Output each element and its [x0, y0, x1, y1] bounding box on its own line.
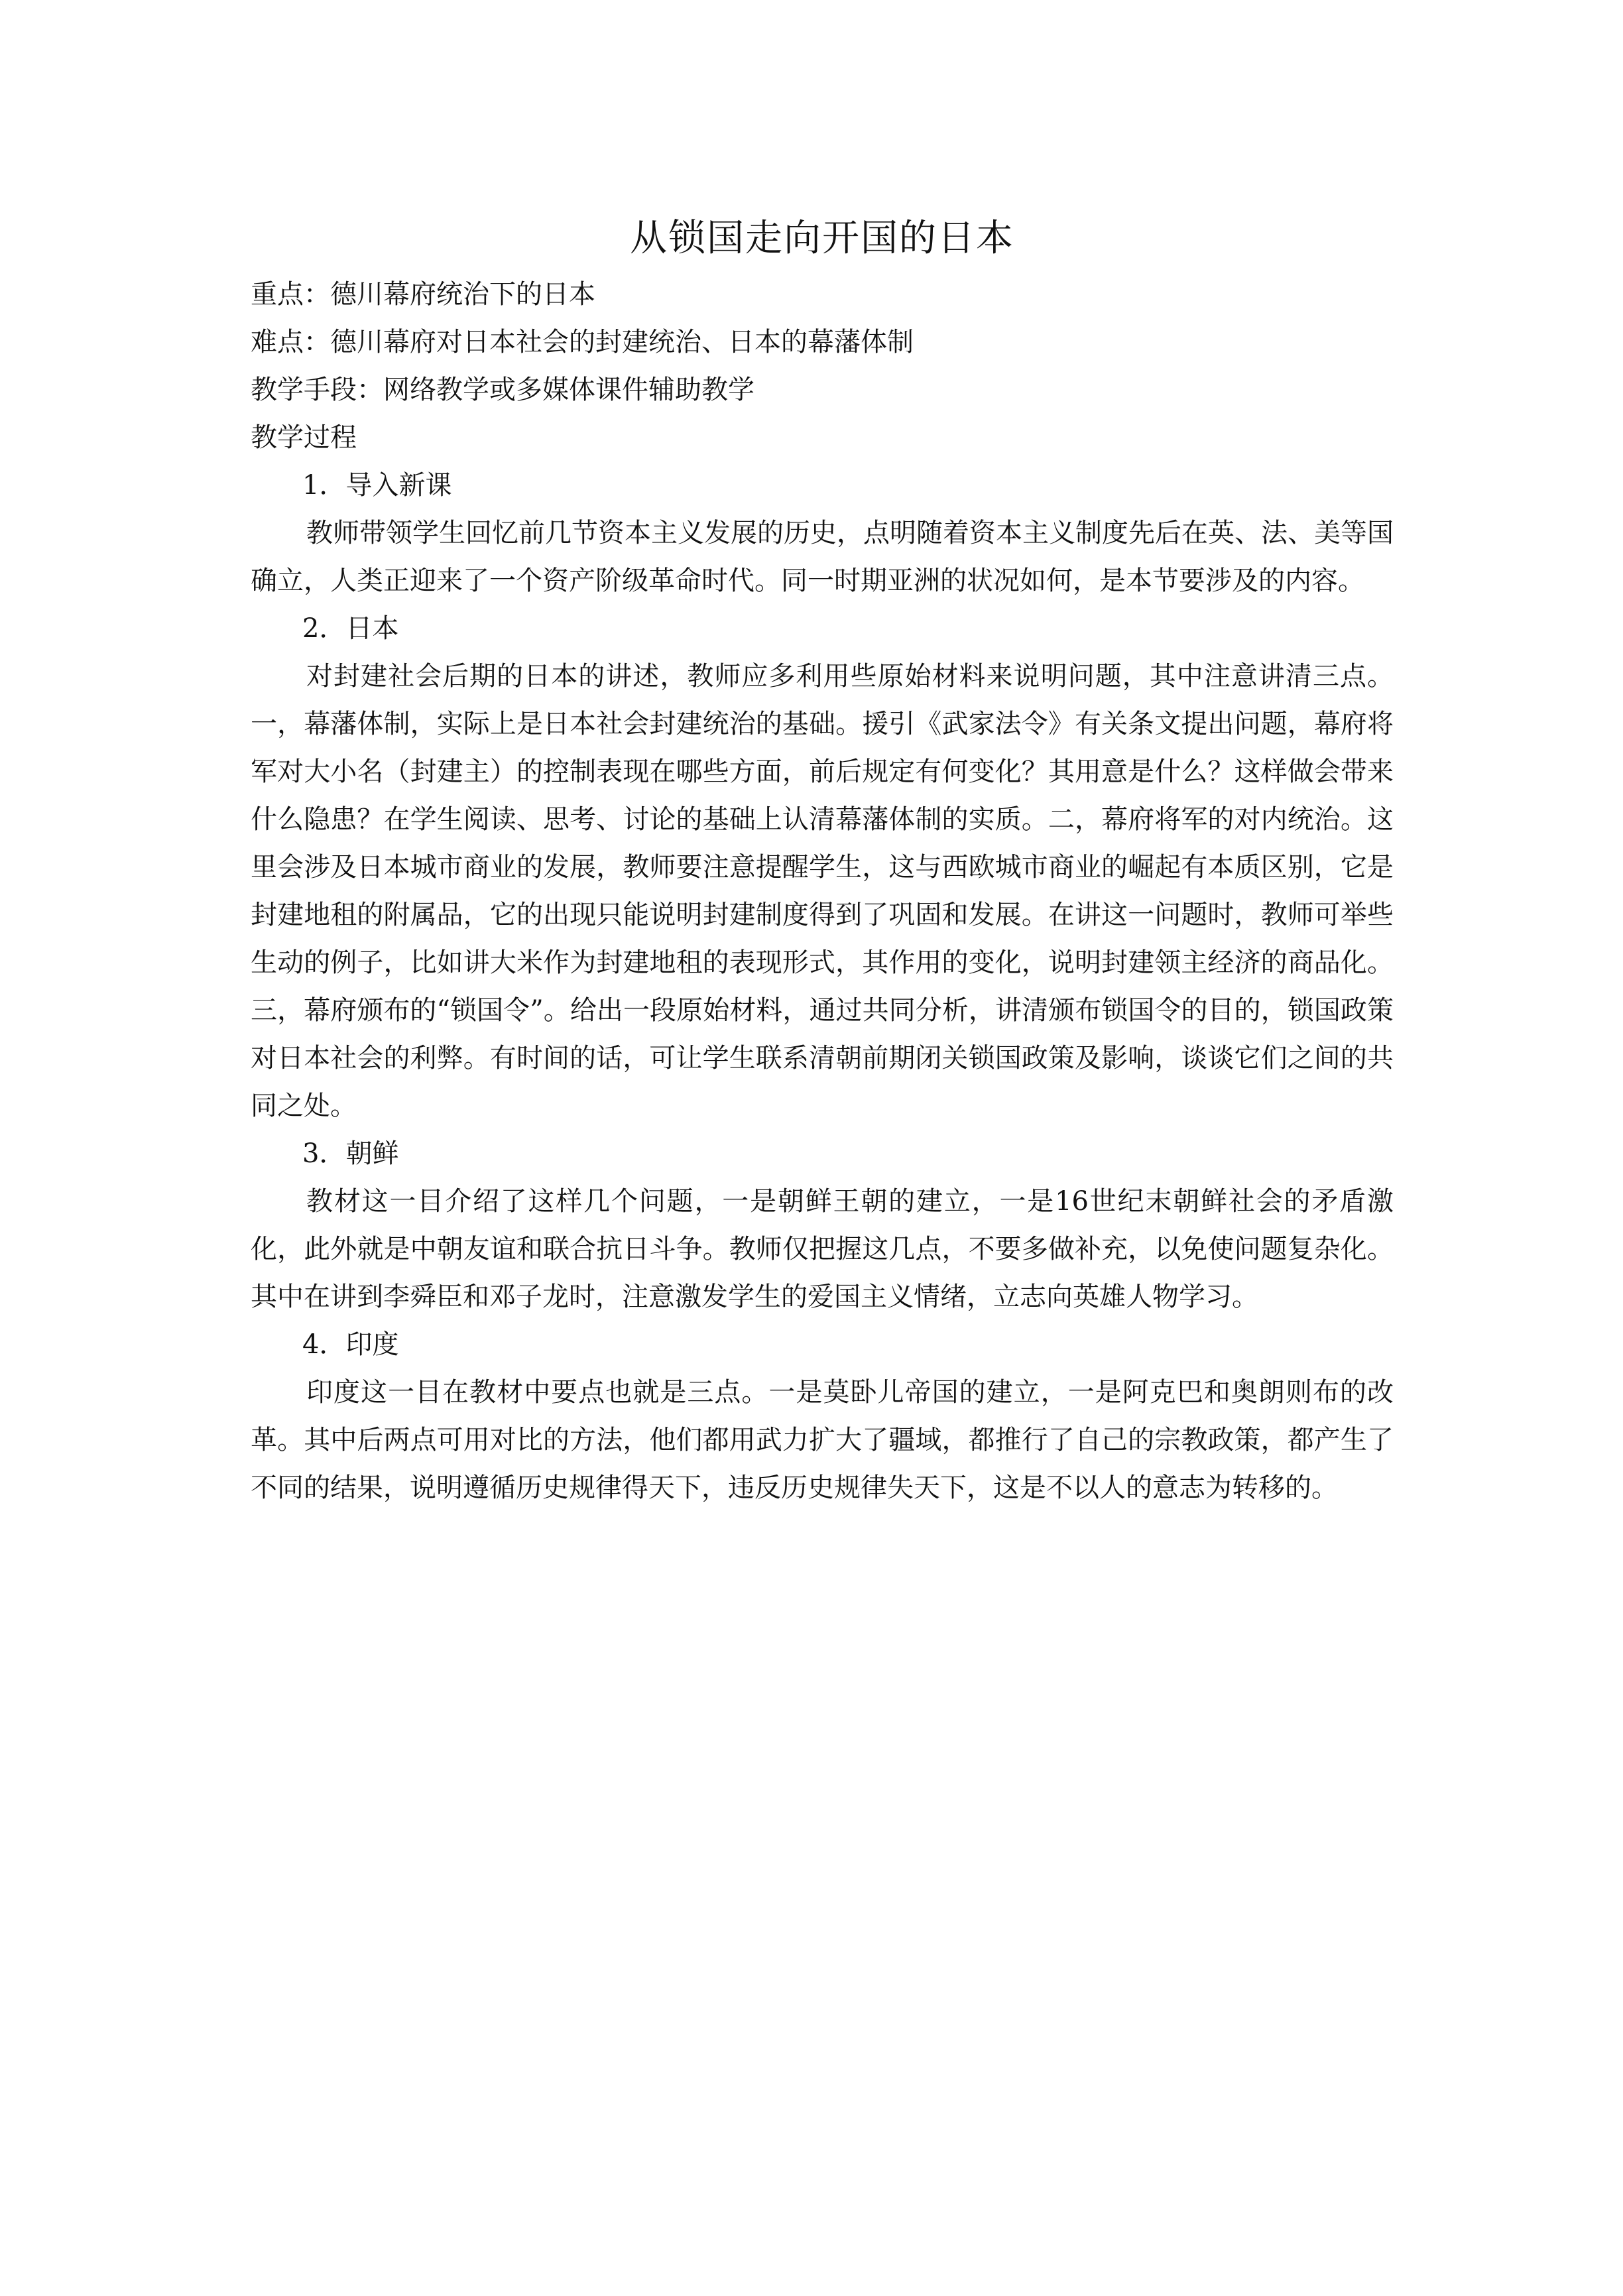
section-paragraph: 教师带领学生回忆前几节资本主义发展的历史，点明随着资本主义制度先后在英、法、美等国确立，人类正迎来了一个资产阶级革命时代。同一时期亚洲的状况如何，是本节要涉及的内容。 [251, 518, 1394, 596]
section-paragraph: 教材这一目介绍了这样几个问题，一是朝鲜王朝的建立，一是16世纪末朝鲜社会的矛盾激化，此外就是中朝友谊和联合抗日斗争。教师仅把握这几点，不要多做补充，以免使问题复杂化。其中在讲到李舜臣和邓子龙时，注意激发学生的爱国主义情绪，立志向英雄人物学习。 [251, 1186, 1394, 1312]
section-heading: 3．朝鲜 [302, 1138, 399, 1169]
section-heading: 4．印度 [302, 1329, 399, 1360]
section-korea [251, 1130, 1394, 1321]
section-heading: 2．日本 [302, 613, 399, 644]
teaching-means-line: 教学手段：网络教学或多媒体课件辅助教学 [251, 375, 754, 405]
section-japan [251, 605, 1394, 1130]
section-intro [251, 461, 1394, 605]
section-india [251, 1321, 1394, 1512]
key-point-line: 重点：德川幕府统治下的日本 [251, 279, 595, 310]
section-paragraph: 对封建社会后期的日本的讲述，教师应多利用些原始材料来说明问题，其中注意讲清三点。一，幕藩体制，实际上是日本社会封建统治的基础。援引《武家法令》有关条文提出问题，幕府将军对大小名（封建主）的控制表现在哪些方面，前后规定有何变化？其用意是什么？这样做会带来什么隐患？在学生阅读、思考、讨论的基础上认清幕藩体制的实质。二，幕府将军的对内统治。这里会涉及日本城市商业的发展，教师要注意提醒学生，这与西欧城市商业的崛起有本质区别，它是封建地租的附属品，它的出现只能说明封建制度得到了巩固和发展。在讲这一问题时，教师可举些生动的例子，比如讲大米作为封建地租的表现形式，其作用的变化，说明封建领主经济的商品化。三，幕府颁布的“锁国令”。给出一段原始材料，通过共同分析，讲清颁布锁国令的目的，锁国政策对日本社会的利弊。有时间的话，可让学生联系清朝前期闭关锁国政策及影响，谈谈它们之间的共同之处。 [251, 661, 1394, 1121]
teaching-process-label: 教学过程 [251, 422, 357, 453]
document-page [251, 211, 1394, 1512]
section-heading: 1．导入新课 [302, 470, 452, 501]
difficult-point-line: 难点：德川幕府对日本社会的封建统治、日本的幕藩体制 [251, 327, 914, 357]
section-paragraph: 印度这一目在教材中要点也就是三点。一是莫卧儿帝国的建立，一是阿克巴和奥朗则布的改革。其中后两点可用对比的方法，他们都用武力扩大了疆域，都推行了自己的宗教政策，都产生了不同的结果，说明遵循历史规律得天下，违反历史规律失天下，这是不以人的意志为转移的。 [251, 1377, 1394, 1503]
document-title: 从锁国走向开国的日本 [630, 217, 1014, 260]
